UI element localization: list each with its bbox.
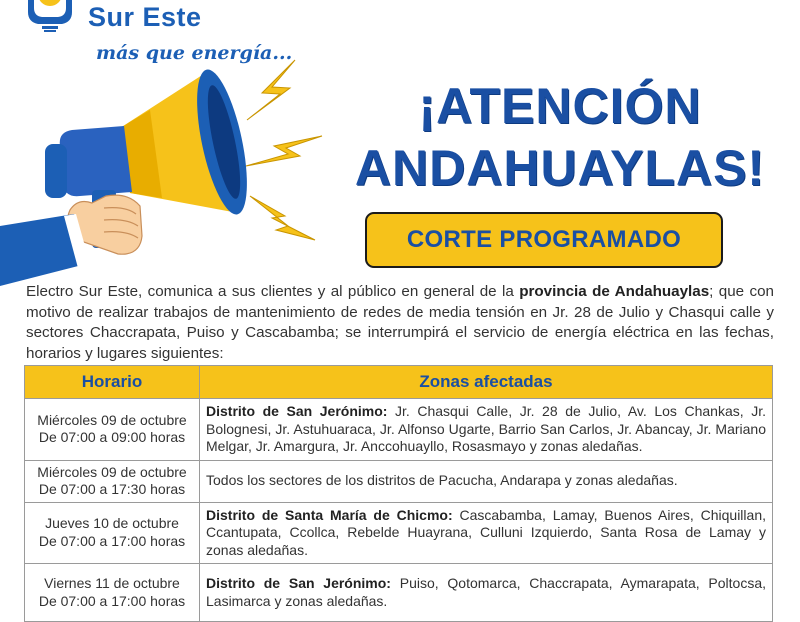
headline-line-2: ANDAHUAYLAS!	[354, 140, 766, 196]
district-name: Distrito de San Jerónimo:	[206, 403, 388, 419]
schedule-time: De 07:00 a 17:00 horas	[38, 592, 186, 609]
zones-cell	[200, 399, 773, 461]
notice-paragraph	[26, 282, 774, 364]
schedule-date: Miércoles 09 de octubre	[37, 463, 187, 480]
megaphone-illustration	[0, 58, 340, 288]
schedule-time: De 07:00 a 09:00 horas	[38, 429, 186, 446]
zones-list: Puiso, Qotomarca, Chaccrapata, Aymarapata, Poltocsa, Lasimarca y zonas aledañas.	[206, 575, 767, 609]
column-header-horario: Horario	[25, 366, 200, 399]
schedule-date: Miércoles 09 de octubre	[37, 411, 187, 428]
zones-list: Cascabamba, Lamay, Buenos Aires, Chiquillan, Ccantupata, Ccollca, Rebelde Huayrana, Culluni Izquierdo, Santa Rosa de Lamay y zonas aledañas.	[206, 506, 766, 558]
table-row	[25, 502, 773, 564]
scheduled-outage-badge	[365, 212, 723, 268]
zones-cell	[200, 564, 773, 622]
lightning-bolt-icon	[250, 196, 315, 240]
brand-name: Sur Este	[88, 2, 202, 32]
hand-icon	[0, 195, 142, 286]
district-name: Distrito de San Jerónimo:	[206, 575, 391, 591]
district-name: Distrito de Santa María de Chicmo:	[206, 506, 453, 523]
table-row	[25, 564, 773, 622]
notice-province: provincia de Andahuaylas	[519, 283, 710, 300]
zones-list: Todos los sectores de los distritos de Pacucha, Andarapa y zonas aledañas.	[206, 472, 678, 489]
lightning-bolt-icon	[247, 60, 295, 120]
schedule-date: Jueves 10 de octubre	[45, 515, 179, 532]
table-row	[25, 460, 773, 502]
column-header-zonas: Zonas afectadas	[200, 366, 773, 399]
lightning-bolt-icon	[246, 136, 322, 166]
schedule-cell	[25, 502, 200, 564]
notice-text: Electro Sur Este, comunica a sus clientes y al público en general de la	[26, 283, 520, 300]
schedule-cell	[25, 460, 200, 502]
table-header-row	[25, 366, 773, 399]
lightbulb-logo-icon	[22, 0, 78, 32]
schedule-time: De 07:00 a 17:30 horas	[38, 481, 186, 497]
brand-tagline: más que energía...	[96, 42, 293, 64]
zones-cell	[200, 460, 773, 502]
schedule-date: Viernes 11 de octubre	[44, 575, 180, 591]
table-row	[25, 399, 773, 461]
badge-label: CORTE PROGRAMADO	[406, 226, 682, 253]
headline-line-1: ¡ATENCIÓN	[418, 78, 702, 134]
schedule-time: De 07:00 a 17:00 horas	[38, 532, 186, 549]
outage-schedule-table	[24, 365, 773, 622]
schedule-cell	[25, 399, 200, 461]
notice-text: ; que con motivo de realizar trabajos de mantenimiento de redes de media tensión en Jr. 28 de Julio y Chasqui calle y sectores Chaccrapata, Puiso y Cascabamba; se interrumpirá el servicio de energía eléctrica en las fechas, horarios y lugares siguientes:	[26, 283, 774, 362]
schedule-cell	[25, 564, 200, 622]
zones-cell	[200, 502, 773, 564]
zones-list: Jr. Chasqui Calle, Jr. 28 de Julio, Av. Los Chankas, Jr. Bolognesi, Jr. Astuhuaraca, Jr. Alfonso Ugarte, Barrio San Carlos, Jr. Abancay, Jr. Mariano Melgar, Jr. Amargura, Jr. Anccohuayllo, Rosasmayo y zonas aledañas.	[206, 403, 767, 454]
